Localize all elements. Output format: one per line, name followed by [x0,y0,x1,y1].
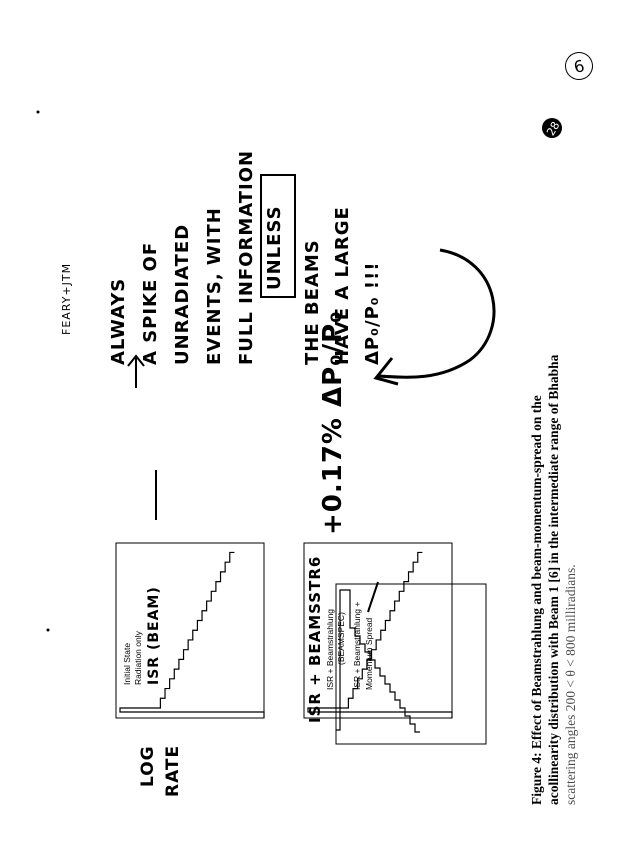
log-note: LOG [138,745,158,787]
note-line-3: UNRADIATED [172,223,193,365]
note-line-1: ALWAYS [108,277,129,365]
note-line-7: THE BEAMS [302,239,323,365]
svg-text:28: 28 [544,119,563,139]
plot2-label-2: (BEAMSPEC) [336,612,346,665]
page-number: 6 [562,49,596,83]
note-line-8: HAVE A LARGE [332,206,353,365]
plot3-label-1: ISR + Beamstrahlung + [352,601,362,690]
unless-box [260,174,296,298]
plot1-handwritten: ISR (BEAM) [146,586,162,685]
note-line-6: UNLESS [264,205,285,290]
note-line-9: ΔP₀/P₀ !!! [362,261,383,365]
note-line-5: FULL INFORMATION [236,149,257,365]
note-line-4: EVENTS, WITH [204,207,225,365]
plot1-label-1: Initial State [122,642,132,685]
author-note: FEARY+JTM [60,262,73,335]
plot2-handwritten: ISR + BEAMSSTR6 [306,555,324,723]
plot2-label-1: ISR + Beamstrahlung [325,608,335,690]
plot1-label-2: Radiation only [133,631,143,685]
rate-note: RATE [163,744,183,797]
figure-caption-line3: scattering angles 200 < θ < 800 milliradians. [563,564,578,805]
note-line-2: A SPIKE OF [140,241,161,365]
figure-caption-line1: Figure 4: Effect of Beamstrahlung and beam-momentum-spread on the [529,395,544,805]
plot3-label-2: Momentum Spread [364,617,374,690]
formula-annotation: +0.17% ΔP₀/P₀ [318,310,348,535]
figure-caption-line2: acollinearity distribution with Beam 1 [6] in the intermediate range of Bhabha [546,354,561,805]
